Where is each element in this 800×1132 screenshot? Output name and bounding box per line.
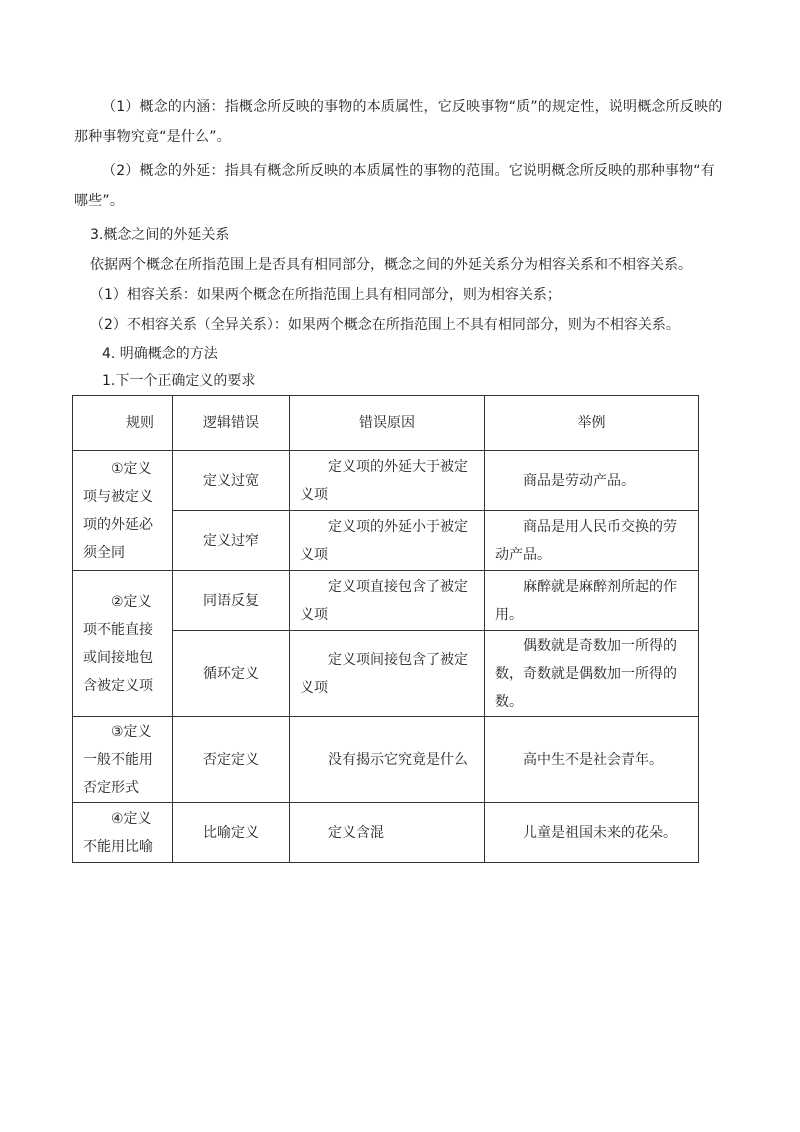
header-error: 逻辑错误	[173, 396, 290, 451]
paragraph-compatible: （1）相容关系：如果两个概念在所指范围上具有相同部分，则为相容关系；	[90, 287, 561, 303]
rule-cell: ③定义一般不能用否定形式	[73, 717, 173, 803]
rule-cell: ①定义项与被定义项的外延必须全同	[73, 451, 173, 571]
error-cell: 循环定义	[173, 631, 290, 717]
example-cell: 商品是劳动产品。	[485, 451, 699, 511]
table-header-row	[73, 396, 699, 451]
error-cell: 否定定义	[173, 717, 290, 803]
example-cell: 儿童是祖国未来的花朵。	[485, 803, 699, 863]
reason-cell: 定义项的外延大于被定义项	[290, 451, 485, 511]
table-row	[73, 571, 699, 631]
error-cell: 比喻定义	[173, 803, 290, 863]
header-rule: 规则	[73, 396, 173, 451]
table-row	[73, 717, 699, 803]
reason-cell: 没有揭示它究竟是什么	[290, 717, 485, 803]
reason-cell: 定义项间接包含了被定义项	[290, 631, 485, 717]
example-cell: 偶数就是奇数加一所得的数，奇数就是偶数加一所得的数。	[485, 631, 699, 717]
reason-cell: 定义项直接包含了被定义项	[290, 571, 485, 631]
heading-extension-relations: 3.概念之间的外延关系	[90, 227, 230, 243]
header-example: 举例	[485, 396, 699, 451]
heading-clarify-methods: 4. 明确概念的方法	[102, 346, 218, 362]
error-cell: 同语反复	[173, 571, 290, 631]
error-cell: 定义过宽	[173, 451, 290, 511]
example-cell: 麻醉就是麻醉剂所起的作用。	[485, 571, 699, 631]
table-row	[73, 451, 699, 511]
table-row	[73, 803, 699, 863]
paragraph-extension: （2）概念的外延：指具有概念所反映的本质属性的事物的范围。它说明概念所反映的那种事物“有哪些”。	[74, 163, 715, 209]
header-reason: 错误原因	[290, 396, 485, 451]
example-cell: 商品是用人民币交换的劳动产品。	[485, 511, 699, 571]
heading-definition-rules: 1.下一个正确定义的要求	[102, 373, 256, 389]
paragraph-relations-intro: 依据两个概念在所指范围上是否具有相同部分，概念之间的外延关系分为相容关系和不相容关系。	[90, 257, 692, 273]
error-cell: 定义过窄	[173, 511, 290, 571]
reason-cell: 定义项的外延小于被定义项	[290, 511, 485, 571]
rule-cell: ④定义不能用比喻	[73, 803, 173, 863]
paragraph-intension: （1）概念的内涵：指概念所反映的事物的本质属性，它反映事物“质”的规定性，说明概念所反映的那种事物究竟“是什么”。	[74, 99, 723, 145]
reason-cell: 定义含混	[290, 803, 485, 863]
definition-rules-table	[72, 395, 699, 863]
paragraph-incompatible: （2）不相容关系（全异关系）：如果两个概念在所指范围上不具有相同部分，则为不相容关系。	[90, 317, 680, 333]
example-cell: 高中生不是社会青年。	[485, 717, 699, 803]
rule-cell: ②定义项不能直接或间接地包含被定义项	[73, 571, 173, 717]
